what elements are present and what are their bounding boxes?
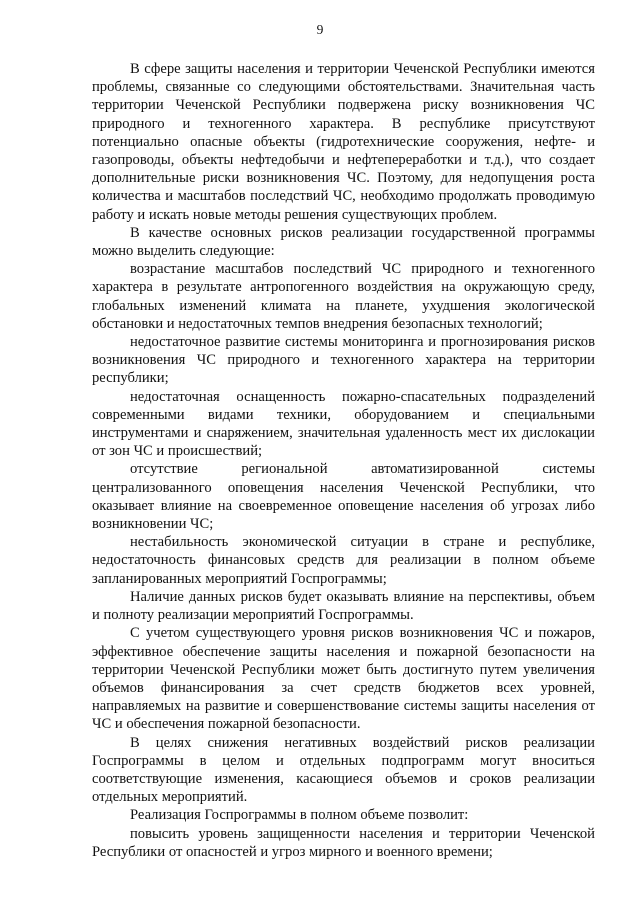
paragraph-mitigation: В целях снижения негативных воздействий рисков реализации Госпрограммы в целом и отдельных подпрограмм могут вноситься соответствующие изменения, касающиеся объемов и сроков реализации отдельных мероприятий. (92, 734, 595, 806)
paragraph-risk-item-scale: возрастание масштабов последствий ЧС природного и техногенного характера в результате антропогенного воздействия на окружающую среду, глобальных изменений климата на планете, ухудшения экологической обстановки и недостаточных темпов внедрения безопасных технологий; (92, 261, 595, 332)
page-number: 9 (316, 22, 324, 37)
paragraph-risk-item-equipment: недостаточная оснащенность пожарно-спасательных подразделений современными видами техники, оборудованием и специальными инструментами и снаряжением, значительная удаленность мест их дислокации от зон ЧС и происшествий; (92, 388, 595, 460)
paragraph-outcome-item-protection: повысить уровень защищенности населения и территории Чеченской Республики от опасностей и угроз мирного и военного времени; (92, 825, 595, 860)
paragraph-risk-item-monitoring: недостаточное развитие системы мониторинга и прогнозирования рисков возникновения ЧС природного и техногенного характера на территории республики; (92, 334, 595, 387)
paragraph-risk-item-alerting: отсутствие региональной автоматизированной системы централизованного оповещения населения Чеченской Республики, что оказывает влияние на своевременное оповещение населения об угрозах либо возникновении ЧС; (92, 461, 595, 533)
paragraph-risk-item-economy: нестабильность экономической ситуации в стране и республике, недостаточность финансовых средств для реализации в полном объеме запланированных мероприятий Госпрограммы; (92, 534, 595, 587)
paragraph-risks-intro: В качестве основных рисков реализации государственной программы можно выделить следующие: (92, 224, 595, 260)
paragraph-risk-context: В сфере защиты населения и территории Чеченской Республики имеются проблемы, связанные со следующими обстоятельствами. Значительная часть территории Чеченской Республики подвержена риску возникновения ЧС природного и техногенного характера. В республике присутствуют потенциально опасные объекты (гидротехнические сооружения, нефте- и газопроводы, объекты нефтедобычи и нефтепереработки и т.д.), что создает дополнительные риски возникновения ЧС. Поэтому, для недопущения роста количества и масштабов последствий ЧС, необходимо продолжать проводимую работу и искать новые методы решения существующих проблем. (92, 61, 595, 223)
paragraph-outcomes-intro: Реализация Госпрограммы в полном объеме позволит: (130, 807, 469, 824)
paragraph-risks-impact: Наличие данных рисков будет оказывать влияние на перспективы, объем и полноту реализации мероприятий Госпрограммы. (92, 588, 595, 624)
document-body (92, 60, 595, 861)
paragraph-funding: С учетом существующего уровня рисков возникновения ЧС и пожаров, эффективное обеспечение защиты населения и пожарной безопасности на территории Чеченской Республики может быть достигнуто путем увеличения объемов финансирования за счет средств бюджетов всех уровней, направляемых на развитие и совершенствование системы защиты населения от ЧС и обеспечения пожарной безопасности. (92, 625, 595, 733)
